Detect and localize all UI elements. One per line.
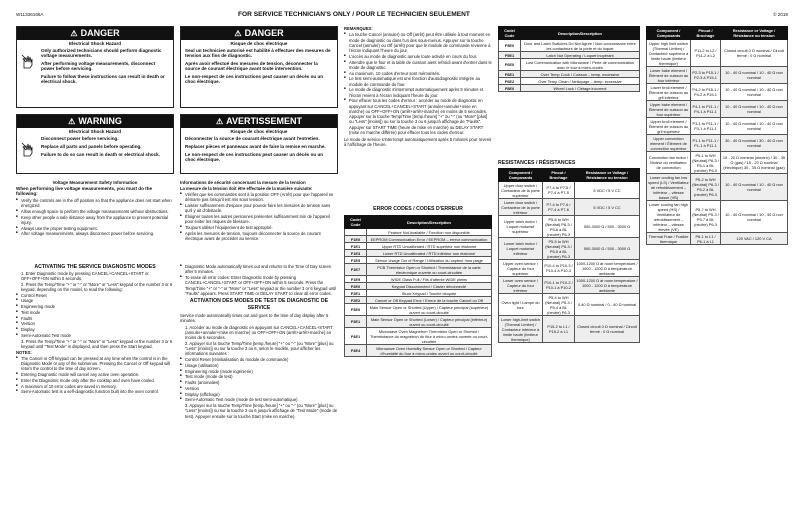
step: 3. Press the Temp/Time "+" or "-" or "More" or "Less" keypad or the number 3 or 6 keypad until "Test Mode" is displayed, and then press the Start keypad. [21,338,173,349]
code-cell: F3E1 [345,316,367,328]
pinout-cell: P5-1 to WH (Neutral) P6-3 / P5-1 à BL (neutre) P6-3 [692,152,719,173]
pinout-cell: P5-5 to WH (Neutral) P6-3 / P5-5 à BL (neutre) P6-3 [543,238,575,260]
code-cell: F1E3 [345,250,367,257]
desc-cell: EEPROM Communication Error / EEPROM – erreur communication [367,236,492,243]
mode-item: ■ Faults (anomalies) [180,380,338,385]
table-row [647,152,788,174]
list-item: ■ La touche Cancel (annuler) ou Off (arrêt) peut être utilisée à tout moment en mode de diagnostic ou dans l'un des sous-menus. Appuyer sur la touche Cancel (annuler) ou Off (arrêt) pour que le module de commande revienne à l'écran indiquant l'heure du jour. [344,32,492,53]
desc-cell: Cancel or Off Keypad Error / Erreur de la touche Cancel ou Off [367,297,492,304]
desc-cell: Keypad Disconnected / Clavier déconnecté [367,283,492,290]
table-row [345,328,492,345]
pinout-cell: P7-4 to P7-6 / P7-4 à P7-6 [543,199,575,216]
desc-cell: Over Temp Clean / Nettoyage – temp. excessive [521,78,640,85]
col-header: Description/Description [367,216,492,229]
section-title: ACTIVATION DES MODES DE TEST DE DIAGNOSTIC DE SERVICE [189,298,329,311]
mode-item: ■ Version [180,386,338,391]
list-item: ■ Éloigner toutes les autres personnes présentes suffisamment loin de l'appareil pour éviter les risques de blessure. [180,214,338,225]
mode-item: ■ Engineering mode [16,304,174,309]
hazard-line: Failure to do so can result in death or electrical shock. [41,152,160,157]
table-row [499,199,640,216]
section-title: Informations de sécurité concernant la mesure de la tension [180,180,306,185]
pinout-cell: P5-7 to WH (Neutral) P6-3 / P5-7 à BL (neutre) P6-3 [691,201,721,233]
table-row [647,174,788,201]
col-header: Code/ Code [345,216,367,229]
desc-cell: Over Temp Cook / Cuisson – temp. excessive [521,71,640,78]
table-row [345,297,492,304]
pinout-cell: P3-1 to P11-1 / P3-1 à P11-1 [691,118,721,135]
list-item: ■ Le mode de diagnostic s'interrompt automatiquement après 5 minutes et l'écran revient à l'écran indiquant l'heure du jour. [344,87,492,98]
col-header: Component / Composants [647,27,691,40]
desc-cell: Microwave Oven Magnetron Thermistor Open or Shorted / Thermistance du magnétron du four à micro-ondes ouverte ou court-circuitée [367,328,492,345]
table-row [647,84,788,101]
desc-cell: Upper RTD Uncalibrated / RTD supérieur non étalonné [367,243,492,250]
code-cell: F3E0 [345,304,367,316]
mode-item: ■ Display [16,327,174,332]
hazard-line: Disconnect power before servicing. [41,136,119,141]
component-cell: Lower latch motor / Loquet motorisé inférieur [499,238,543,260]
hazard-line: Déconnecter la source de courant électrique avant l'entretien. [185,136,320,141]
table-row [499,277,640,294]
col-header: Pinout / Brochage [691,27,721,40]
hazard-line: Le non-respect de ces instructions peut causer un décès ou un choc électrique. [185,74,324,84]
pinout-cell: P10-1 to P10-2 / P10-1 à P10-2 [543,277,575,294]
intro: La mesure de la tension doit être effectuée de la manière suivante: [180,185,313,191]
value-cell: 10 - 40 Ω nominal / 10 - 40 Ω non nominal [721,174,788,201]
value-cell: Closed circuit 0 Ω nominal / Circuit fermé : 0 Ω nominal [721,40,788,67]
component-cell: Oven light / Lampe du four [499,294,543,316]
component-cell: Lower broil element / Élément de cuisson au gril inférieur [647,84,691,101]
component-cell: Thermal Fuse / Fusible thermique [647,233,691,245]
code-cell: F1E1 [345,243,367,250]
table-row [345,250,492,257]
list-item: ■ Attendre que le four et la table de cuisson aient refroidi avant d'entrer dans le mode de diagnostic. [344,60,492,71]
table-row [499,216,640,238]
value-cell: 5 VDC / 5 V CC [575,182,640,199]
pinout-cell: P10-4 to P10-3 / P10-4 à P10-3 [543,260,575,277]
value-cell: 10 - 40 Ω nominal / 10 - 40 Ω non nominal [721,84,788,101]
code-cell: F1E0 [345,236,367,243]
value-cell: 10 - 40 Ω nominal / 10 - 40 Ω non nominal [721,101,788,118]
col-header: Resistance or Voltage / Résistance ou tension [721,27,788,40]
error-codes-section [344,206,492,213]
warning-subtitle: Risque de choc électrique [230,129,288,134]
desc-cell: Lower RTD Uncalibrated / RTD inférieur non étalonné [367,250,492,257]
code-cell: F1E7 [345,264,367,276]
code-cell: F1E5 [345,257,367,264]
desc-cell: Latch Not Operating / Loquet inopérant [521,52,640,59]
mode-item: ■ Test mode [16,310,174,315]
list-item: ■ L'accès au mode de diagnostic annule toute activité en cours du four. [344,54,492,59]
desc-cell: Feature Not Available / Fonction non disponible [367,229,492,236]
col-header: Component / Composants [499,169,543,182]
table-row [345,276,492,283]
table-row [499,260,640,277]
table-title: RESISTANCES / RÉSISTANCES [498,160,576,166]
code-cell: F5E0 [499,40,521,52]
list-item: ■ Keep other people a safe distance away from the appliance to prevent potential injury. [16,215,174,226]
error-codes-table [344,215,492,357]
note-item: ■ Entering Diagnostic mode will cancel any active oven operation. [16,372,174,377]
table-row [345,243,492,250]
mode-item: ■ Display (affichage) [180,392,338,397]
list-item: ■ Toujours utiliser l'équipement de test approprié. [180,225,338,230]
pinout-cell: P2-3 to P15-1 / P2-3 à P15-1 [691,67,721,84]
mode-item: ■ Test mode (mode de test) [180,374,338,379]
desc-cell: Microwave Oven Humidity Sensor Open or Shorted / Capteur d'humidité du four à micro-ondes ouvert ou court-circuité [367,345,492,357]
value-cell: 500-3000 Ω / 500 - 3000 Ω [575,238,640,260]
hazard-line: Failure to follow these instructions can result in death or electrical shock. [41,74,165,84]
table-row [345,283,492,290]
pinout-cell: P11-2 to L2 / P11-2 à L2 [691,40,721,67]
desc-cell: Main Sensor Open or Shorted (Lower) / Capteur principal (inférieur) ouvert ou court-circuité [367,316,492,328]
pinout-cell: P4-1 to P11-1 / P4-1 à P11-1 [691,101,721,118]
desc-cell: Stuck Keypad / Touche bloquée [367,290,492,297]
table-row [345,345,492,357]
value-cell: 10 - 40 Ω nominal / 10 - 40 Ω non nominal [721,67,788,84]
desc-cell: Main Sensor Open or Shorted (Upper) / Capteur principal (supérieur) ouvert ou court-circuité [367,304,492,316]
mode-item: ■ Usage [16,298,174,303]
mode-item: ■ Faults [16,316,174,321]
code-cell: F1E9 [345,276,367,283]
value-cell: 15 - 20 Ω nominal (electric) / 30 - 35 Ω (gas) / 15 - 20 Ω nominal (électrique) 30 - 35 Ω nominal (gaz) [721,152,788,174]
value-cell: 500-3000 Ω / 500 - 3000 Ω [575,216,640,238]
step: 2. Appuyer sur la touche Temp/Time [temp./heure] "+" ou "-" (ou "More" [plus] ou "Less" [moins]) ou sur la touche 3 ou 6, selon le modèle, pour afficher les informations suivantes : [185,340,334,357]
danger-subtitle: Risque de choc électrique [230,41,288,46]
step: 2. Press the Temp/Time "+" or "-" or "More" or "Less" keypad or the number 3 or 6 keypad, depending on the model, to read the following: [21,281,173,292]
table-title: ERROR CODES / CODES D'ERREUR [373,206,463,212]
warning-subtitle: Electrical Shock Hazard [68,129,122,134]
table-row [345,316,492,328]
remarques-footer: Le mode de service s'interrompt automatiquement après 5 minutes pour revenir à l'affichage de l'heure. [344,137,492,148]
table-row [345,257,492,264]
code-table-2 [498,26,640,92]
list-item: ■ Après les mesures de tension, toujours déconnecter la source de courant électrique avant de procéder au service. [180,231,338,242]
warning-triangle-icon: ⚠ [234,29,242,38]
value-cell: 10 - 40 Ω nominal / 10 - 40 Ω non nominal [721,118,788,135]
list-item: ■ Pour effacer tous les codes d'erreur : accéder au mode de diagnostic en appuyant sur CANCEL+CANCEL+START (annuler+annuler+mise en marche) ou OFF+OFF+ON (arrêt+arrêt+marche) en moins de 5 secondes. Appuyer sur la touche Temp/Time [temp./heure] "+" ou "-" (ou "More" [plus] ou "Less" [moins]) ou sur la touche 3 ou 6 jusqu'à affichage de "Faults". Appuyer sur START TIME (heure de mise en marche) ou DELAY START (mise en marche différée) pour effacer tous les codes d'erreur. [344,98,492,135]
shock-hand-icon [21,53,35,69]
value-cell: Closed circuit 0 Ω nominal / Circuit fermé : 0 Ω nominal [575,316,640,343]
mode-item: ■ Control Reset [16,293,174,298]
mode-item: ■ Version [16,321,174,326]
value-cell: 1000-1200 Ω at room temperature / 1000 - 1200 Ω à température ambiante [576,260,638,276]
hazard-line: Seul un technicien autorisé est habilité à effectuer des mesures de tension aux fins de diagnostic. [185,48,331,58]
table-row [647,201,788,233]
component-cell: Lower cooling fan high speed (HS) / Ventilateur de refroidissement – inférieur – vitesse élevée (VE) [647,201,691,233]
resistance-section [498,160,640,167]
mode-item: ■ Semi-Automatic Test mode [16,333,174,338]
value-cell: 10 - 40 Ω nominal / 10 - 40 Ω non nominal [721,201,788,233]
mode-item: ■ Usage (utilisation) [180,363,338,368]
note-item: ■ The Cancel or Off keypad can be pressed at any time when the control is in the Diagnostic Mode or any of the submenus. Pressing the Cancel or Off keypad will return the control to the time of day screen. [16,356,174,372]
intro: When performing live voltage measurements, you must do the following: [16,185,153,197]
remarques-title: REMARQUES: [344,26,373,31]
diag-fr [180,264,338,419]
table-row [647,40,788,67]
intro: Service mode automatically times out and goes to the time of day display after 5 minutes. [180,313,329,324]
note-item: ■ A maximum of 10 error codes are saved in memory. [16,384,174,389]
hazard-line: After performing voltage measurements, disconnect power before servicing. [41,61,156,71]
table-row [499,238,640,260]
table-row [499,316,640,343]
desc-cell: Door and Latch Switches Do Not Agree / Non-concordance entre les contacteurs de la porte et du loquet [521,40,640,52]
component-cell: Lower cooling fan low speed (LS) / Ventilateur de refroidissement – inférieur – vitesse basse (VB) [648,174,689,200]
remarques [344,26,492,149]
desc-cell: Sensor Usage Out of Range / Utilisation du capteur hors plage [367,257,492,264]
table-row [345,290,492,297]
section-title: Voltage Measurement Safety Information [52,180,138,185]
table-row [647,67,788,84]
component-cell: Upper oven sensor / Capteur du four supérieur [499,260,543,277]
shock-hand-icon [21,141,35,157]
desc-cell: WIDE Glass Full / Fils d'attente WIDE pleins [367,276,492,283]
code-cell: F2E0 [345,283,367,290]
table-row [499,71,640,78]
table-row [499,85,640,92]
component-cell: Lower high-limit switch (Thermal Limiter) / Contacteur inférieur à limite haute (limiteur thermique) [499,316,543,343]
code-cell: F6E2 [499,78,521,85]
warning-triangle-icon: ⚠ [70,29,78,38]
list-item: ■ To erase all error codes: Enter Diagnostic mode by pressing CANCEL+CANCEL+START or OFF+OFF+ON within 5 seconds. Press the Temp/Time "+" or "-" or "More" or "Less" keypad or the number 3 or 6 keypad until "Faults" appears. Press START TIME or DELAY START to clear all error codes. [180,275,338,296]
voltage-info-en [16,180,174,237]
code-cell: F2E2 [345,297,367,304]
list-item: ■ Laisser suffisamment d'espace pour pouvoir faire les mesures de tension sans qu'il y ait d'obstacle. [180,203,338,214]
list-item: ■ Au maximum, 10 codes d'erreur sont mémorisés. [344,71,492,76]
list-item: ■ Always use the proper testing equipment. [16,226,174,231]
list-item: ■ After voltage measurements, always disconnect power before servicing. [16,231,174,236]
component-cell: Upper broil element / Élément de cuisson au gril supérieur [647,118,691,135]
pinout-cell: P1-1 to P11-1 / P1-1 à P11-1 [691,135,721,152]
component-cell: Upper convection element / Élément de convection supérieur [647,135,691,152]
pinout-cell: P15-2 to L1 / P15-2 à L1 [543,316,575,343]
pinout-cell: P5-2 to WH (Neutral) P6-3 / P5-2 à BL (neutre) P6-3 [691,174,721,201]
table-row [345,236,492,243]
danger-header: ⚠ DANGER [17,27,173,40]
desc-cell: PCB Thermistor Open or Shorted / Thermistance de la carte électronique ouverte ou court-circuitée [367,264,492,276]
table-row [345,229,492,236]
desc-cell: Lost Communication with Microwave / Perte de communication avec le four à micro-ondes [521,59,640,71]
section-title: ACTIVATING THE SERVICE DIAGNOSTIC MODES [34,264,156,270]
code-cell: F2E1 [345,290,367,297]
hazard-line: Replacer pièces et panneaux avant de faire la remise en marche. [185,144,326,149]
code-cell: F4E4 [345,345,367,357]
table-row [647,135,788,152]
list-item: ■ Diagnostic Mode automatically times out and returns to the Time of Day screen after 5 minutes. [180,264,338,275]
pinout-cell: P4-2 to P15-1 / P4-2 à P15-1 [691,84,721,101]
code-cell: F8E0 [499,85,521,92]
component-cell: Upper door switch / Contacteur de la porte supérieur [499,182,543,199]
desc-cell: Wheel Lock / Clétage incorrect [521,85,640,92]
table-row [345,304,492,316]
hazard-line: Le non-respect de ces instructions peut causer un décès ou un choc électrique. [185,152,324,162]
copyright-year: © 2019 [773,12,788,17]
resistance-table-2 [646,26,788,245]
table-row [647,118,788,135]
list-item: ■ Vérifier que les commandes sont à la position OFF (Arrêt) pour que l'appareil ne démarre pas lorsqu'il est mis sous tension. [180,192,338,203]
list-item: ■ Verify the controls are in the off position so that the appliance does not start when energized. [16,198,174,209]
value-cell: 30 - 40 Ω nominal / 30 - 40 Ω non nominal [721,135,788,152]
table-row [499,59,640,71]
danger-box-en [16,26,174,108]
table-row [499,52,640,59]
table-row [345,264,492,276]
col-header: Code/ Code [499,27,521,40]
code-cell: F5E1 [499,52,521,59]
code-cell [345,229,367,236]
warning-box-fr: ⚠ AVERTISSEMENT Risque de choc électrique Déconnecter la source de courant électrique avant l'entretien. Replacer pièces et panneaux avant de faire la remise en marche. Le non-respect de ces instructions peut causer un décès ou un choc électrique. [180,114,338,174]
code-cell: F4E1 [345,328,367,345]
mode-item: ■ Semi-Automatic Test mode (mode de test semi-automatique) [180,397,338,402]
pinout-cell: P5-4 to WH (Neutral) P6-3 / P5-4 à BL (neutre) P6-3 [543,294,575,316]
diag-en [16,264,174,395]
value-cell: 1000-1200 Ω at room temperature / 1000 - 1200 Ω à température ambiante [576,277,638,293]
warning-box-en: ⚠ WARNING Electrical Shock Hazard Disconnect power before servicing. Replace all parts and panels before operating. Failure to do so can result in death or electrical shock. [16,114,174,174]
col-header: Resistance or Voltage / Résistance ou tension [575,169,640,182]
voltage-info-fr [180,180,338,242]
hazard-line: Replace all parts and panels before operating. [41,144,142,149]
value-cell: 5 VDC / 5 V CC [575,199,640,216]
page-title: FOR SERVICE TECHNICIAN'S ONLY / POUR LE TECHNICIEN SEULEMENT [238,11,470,18]
component-cell: Lower door switch / Contacteur de la porte inférieur [499,199,543,216]
resistance-table [498,168,640,343]
value-cell: 0-40 Ω nominal / 0 - 40 Ω nominal [575,294,640,316]
hazard-line: Après avoir effectué des mesures de tension, déconnecter la source de courant électrique avant toute intervention. [185,61,318,71]
component-cell: Lower bake element / Élément de cuisson au four inférieur [647,67,691,84]
warning-triangle-icon: ⚠ [68,117,76,126]
step: 1. Accéder au mode de diagnostic en appuyant sur CANCEL+CANCEL+START (annuler+annuler+mise en marche) ou OFF+OFF+ON (arrêt+arrêt+marche) en moins de 5 secondes. [185,324,333,340]
table-row [499,40,640,52]
doc-code: W11336166A [16,12,44,17]
component-cell: Convection fan motor / Moteur du ventilateur de convection [647,152,691,174]
step: 1. Enter Diagnostic mode by pressing CANCEL+CANCEL+START or OFF+OFF+ON within 5 seconds. [21,270,149,281]
col-header: Description/Description [521,27,640,40]
table-row [499,78,640,85]
pinout-cell: P7-4 to P7-5 / P7-4 à P7-5 [543,182,575,199]
warning-triangle-icon: ⚠ [215,117,224,126]
danger-subtitle: Electrical Shock Hazard [68,41,122,46]
notes-title: NOTES: [16,349,32,355]
list-item: ■ Allow enough space to perform the voltage measurements without obstructions. [16,209,174,214]
step: 3. Appuyer sur la touche Temp/Time [temp./heure] "+" ou "-" (ou "More" [plus] ou "Less" [moins]) ou sur la touche 3 ou 6 jusqu'à affichage de "Test Mode" (mode de test). Appuyer ensuite sur la touche Start (mise en marche). [185,403,338,419]
component-cell: Upper latch motor / Loquet motorisé supérieur [499,216,543,238]
component-cell: Upper bake element / Élément de cuisson au four supérieur [647,101,691,118]
table-row [499,182,640,199]
mode-item: ■ Engineering mode (mode ingénierie) [180,369,338,374]
value-cell: 120 VAC / 120 V CA [721,233,788,245]
component-cell: Upper high limit switch (Thermal Limiter) / Contacteur supérieur à limite haute (limiteur thermique) [647,40,691,67]
table-row [499,294,640,316]
col-header: Pinout / Brochage [543,169,575,182]
mode-item: ■ Control Reset (réinitialisation du module de commande) [180,357,338,362]
danger-box-fr: ⚠ DANGER Risque de choc électrique Seul un technicien autorisé est habilité à effectuer des mesures de tension aux fins de diagnostic. Après avoir effectué des mesures de tension, déconnecter la source de courant électrique avant toute intervention. Le non-respect de ces instructions peut causer un décès ou un choc électrique. [180,26,338,108]
component-cell: Lower oven sensor / Capteur du four inférieur [499,277,543,294]
hazard-line: Only authorized technicians should perform diagnostic voltage measurements. [41,48,162,58]
code-cell: F6E0 [499,59,521,71]
pinout-cell: P6-1 to L1 / P6-1 à L1 [691,233,721,245]
note-item: ■ Semi-Automatic test is a self-diagnostic function built into the oven control. [16,389,174,394]
pinout-cell: P5-6 to WH (Neutral) P6-3 / P5-6 à BL (neutre) P6-3 [543,216,575,238]
note-item: ■ Enter the Diagnostic mode only after the cooktop and oven have cooled. [16,378,174,383]
table-row [647,233,788,245]
table-row [647,101,788,118]
code-cell: F6E1 [499,71,521,78]
list-item: ■ Le test semi-automatique est une fonction d'autodiagnostic intégrée au module de commande du four. [344,76,492,87]
